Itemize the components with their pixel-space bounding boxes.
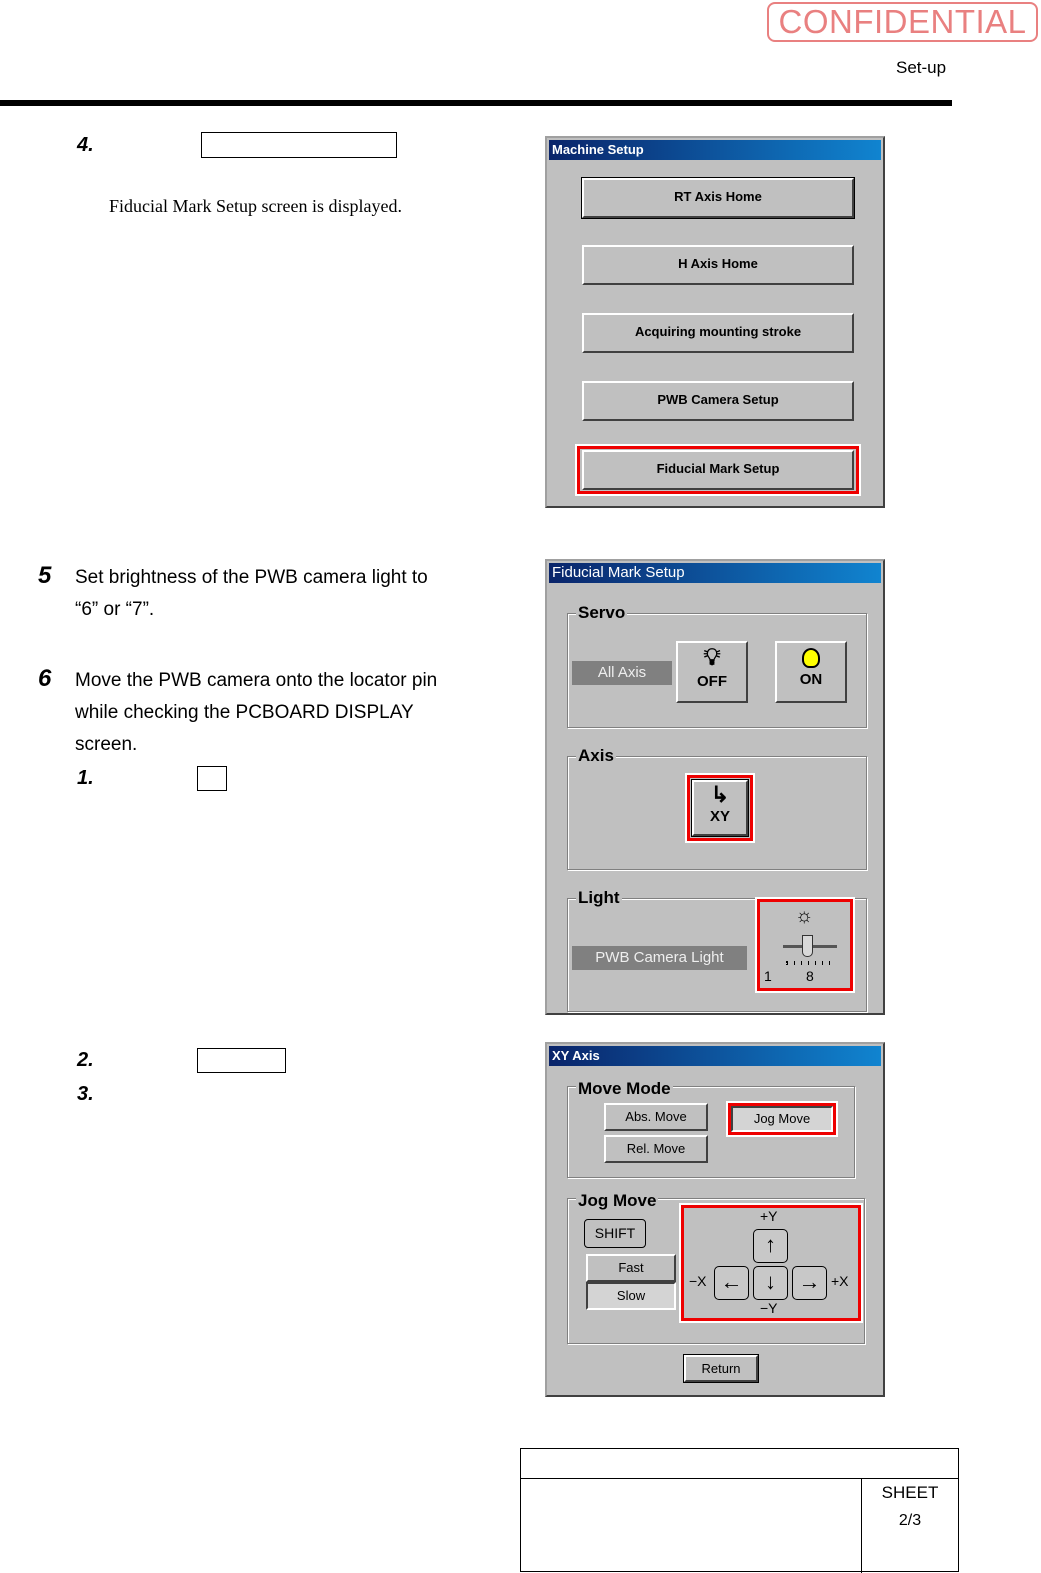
confidential-stamp: CONFIDENTIAL [767, 2, 1038, 42]
line: screen. [75, 734, 138, 755]
button-label: ON [799, 671, 823, 688]
window-title: Fiducial Mark Setup [549, 563, 881, 583]
shift-button[interactable]: SHIFT [584, 1219, 646, 1248]
group-label: Move Mode [578, 1079, 671, 1098]
step-text: Fiducial Mark Setup screen is displayed. [109, 196, 402, 216]
move-mode-group [567, 1079, 855, 1178]
slow-button[interactable]: Slow [586, 1282, 676, 1310]
xy-axis-button[interactable] [692, 780, 748, 836]
h-axis-home-button[interactable]: H Axis Home [582, 245, 854, 285]
line: while checking the PCBOARD DISPLAY [75, 702, 414, 723]
servo-off-button[interactable] [676, 641, 748, 703]
group-label: Axis [578, 746, 614, 765]
light-group [567, 888, 867, 1012]
machine-setup-window [545, 136, 885, 508]
blank-box [197, 766, 227, 791]
xy-arrow-icon: ↳ [710, 782, 730, 807]
bulb-on-icon [802, 648, 820, 668]
bulb-off-icon: 💡︎ [703, 644, 721, 671]
jog-right-button[interactable]: → [792, 1266, 827, 1300]
line: Move the PWB camera onto the locator pin [75, 670, 438, 691]
slider-ticks [786, 961, 834, 965]
jog-up-button[interactable]: ↑ [753, 1229, 788, 1263]
fiducial-mark-setup-button[interactable]: Fiducial Mark Setup [582, 450, 854, 490]
fiducial-mark-setup-window [545, 559, 885, 1015]
divider [521, 1478, 958, 1479]
group-label: Jog Move [578, 1191, 657, 1210]
fast-button[interactable]: Fast [586, 1254, 676, 1282]
group-label: Light [578, 888, 620, 907]
blank-box [197, 1048, 286, 1073]
brightness-icon: ☼ [795, 905, 814, 927]
servo-group [567, 603, 867, 728]
substep-number: 2. [77, 1049, 94, 1071]
acquiring-mounting-stroke-button[interactable]: Acquiring mounting stroke [582, 313, 854, 353]
slider-min-label: 1 [764, 968, 772, 984]
slider-thumb[interactable] [802, 935, 813, 957]
step-number: 5 [38, 562, 52, 589]
axis-group [567, 746, 867, 870]
plus-y-label: +Y [760, 1208, 778, 1224]
line: “6” or “7”. [75, 599, 155, 620]
rt-axis-home-button[interactable]: RT Axis Home [582, 178, 854, 218]
window-title: Machine Setup [549, 140, 881, 160]
button-label: OFF [697, 673, 727, 690]
section-label: Set-up [896, 58, 947, 77]
step-text [75, 562, 428, 626]
all-axis-label: All Axis [572, 661, 672, 685]
substep-number: 1. [77, 767, 94, 789]
rel-move-button[interactable]: Rel. Move [604, 1135, 708, 1163]
jog-left-button[interactable]: ← [714, 1266, 749, 1300]
step-text [75, 665, 437, 761]
xy-axis-window [545, 1042, 885, 1397]
line: Set brightness of the PWB camera light to [75, 567, 428, 588]
slider-max-label: 8 [806, 968, 814, 984]
return-button[interactable]: Return [684, 1355, 758, 1382]
window-title: XY Axis [549, 1046, 881, 1066]
plus-x-label: +X [831, 1273, 849, 1289]
button-label: XY [709, 808, 730, 825]
jog-down-button[interactable]: ↓ [753, 1266, 788, 1300]
blank-box [201, 132, 397, 158]
sheet-value: 2/3 [898, 1512, 922, 1529]
servo-on-button[interactable] [775, 641, 847, 703]
step-number: 6 [38, 665, 52, 692]
minus-x-label: −X [689, 1273, 707, 1289]
header-rule [0, 100, 952, 106]
pwb-camera-setup-button[interactable]: PWB Camera Setup [582, 381, 854, 421]
substep-number: 3. [77, 1083, 94, 1105]
jog-move-group [567, 1191, 865, 1344]
group-label: Servo [578, 603, 626, 622]
footer-table [520, 1448, 959, 1572]
pwb-camera-light-label: PWB Camera Light [572, 946, 747, 970]
minus-y-label: −Y [760, 1300, 778, 1316]
step-number: 4. [77, 134, 94, 156]
sheet-label: SHEET [881, 1483, 939, 1502]
jog-move-button[interactable]: Jog Move [731, 1106, 833, 1132]
abs-move-button[interactable]: Abs. Move [604, 1103, 708, 1131]
